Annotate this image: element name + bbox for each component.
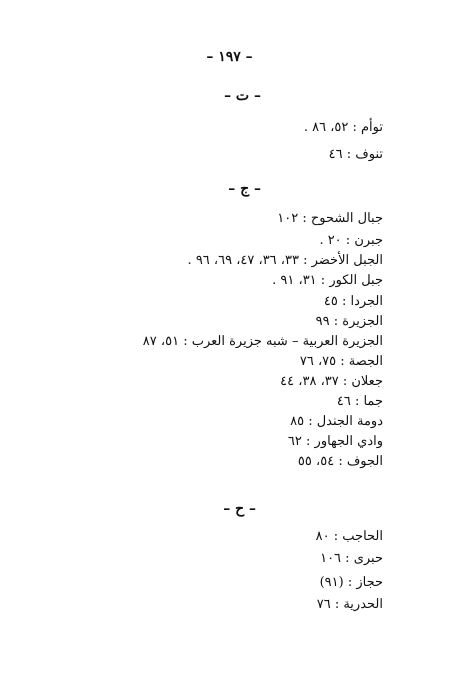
index-entry: الجبل الأخضر : ٣٣، ٣٦، ٤٧، ٦٩، ٩٦ . bbox=[187, 253, 383, 268]
index-entry: الحدرية : ٧٦ bbox=[316, 597, 383, 612]
index-entry: توأم : ٥٢، ٨٦ . bbox=[303, 120, 383, 135]
section-heading-ta: – ت – bbox=[224, 88, 261, 104]
index-entry: تنوف : ٤٦ bbox=[328, 147, 383, 162]
page-number: – ١٩٧ – bbox=[206, 49, 253, 65]
index-entry: وادي الجهاور : ٦٢ bbox=[287, 434, 383, 449]
index-entry: الجزيرة : ٩٩ bbox=[315, 314, 383, 329]
index-entry: الجوف : ٥٤، ٥٥ bbox=[297, 454, 383, 469]
index-entry: حجاز : (٩١) bbox=[319, 575, 383, 590]
index-entry: الجصة : ٧٥، ٧٦ bbox=[299, 354, 383, 369]
index-entry: دومة الجندل : ٨٥ bbox=[290, 414, 383, 429]
index-entry: جبرن : ٢٠ . bbox=[319, 233, 383, 248]
section-heading-jim: – ج – bbox=[228, 181, 261, 197]
index-entry: جما : ٤٦ bbox=[336, 394, 383, 409]
index-entry: الحاجب : ٨٠ bbox=[315, 529, 383, 544]
index-entry: جبال الشحوح : ١٠٢ bbox=[277, 211, 383, 226]
index-entry: حبرى : ١٠٦ bbox=[320, 551, 383, 566]
section-heading-ha: – ح – bbox=[223, 501, 256, 517]
index-entry: الجزيرة العربية – شبه جزيرة العرب : ٥١، ٨٧ bbox=[142, 334, 383, 349]
index-entry: جبل الكور : ٣١، ٩١ . bbox=[272, 273, 383, 288]
index-entry: جعلان : ٣٧، ٣٨، ٤٤ bbox=[280, 374, 383, 389]
index-entry: الجردا : ٤٥ bbox=[323, 294, 383, 309]
